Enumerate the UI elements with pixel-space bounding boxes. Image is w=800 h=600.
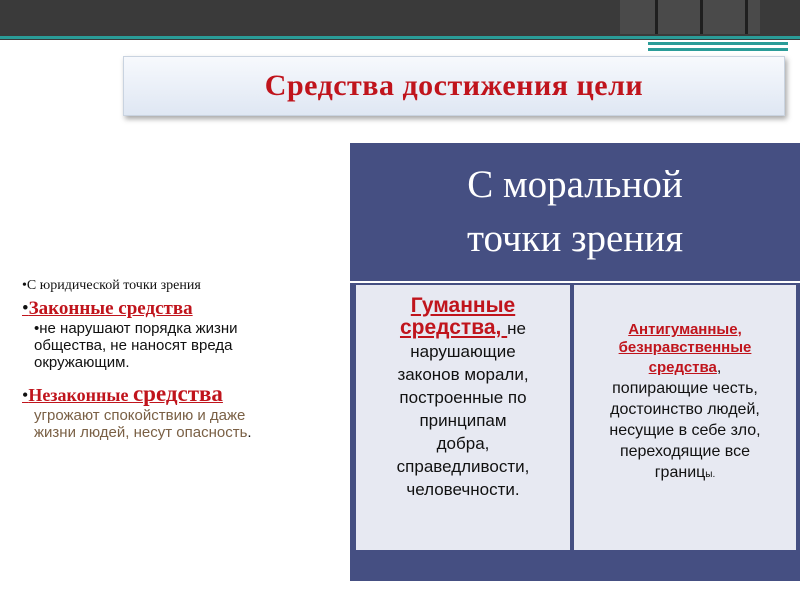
top-decorative-band (0, 0, 800, 40)
humane-means-cell: Гуманные средства, не нарушающие законов морали, построенные по принципам добра, справедливости, человечности. (356, 285, 570, 550)
top-band-stripe (745, 0, 748, 34)
legal-heading: •С юридической точки зрения (22, 278, 201, 293)
title-box (123, 56, 785, 116)
top-band-stripe (700, 0, 703, 34)
inhumane-means-cell: Антигуманные, безнравственные средства, попирающие честь, достоинство людей, несущие в себе зло, переходящие все границы. (574, 285, 796, 550)
top-band-accent (0, 36, 800, 39)
top-band-stripe (655, 0, 658, 34)
inhumane-means-title: Антигуманные, (628, 321, 742, 338)
legal-means-description: •не нарушают порядка жизни общества, не наносят вреда окружающим. (34, 320, 238, 371)
slide-title: Средства достижения цели (264, 69, 644, 102)
accent-stripes (640, 40, 800, 56)
legal-means-title: •Законные средства (22, 298, 193, 319)
legal-perspective-column (22, 278, 340, 441)
illegal-means-description: угрожают спокойствию и даже жизни людей, несут опасность. (34, 407, 252, 441)
humane-means-title: Гуманные (410, 294, 516, 317)
top-band-highlight (620, 0, 760, 34)
moral-perspective-table (350, 143, 800, 581)
table-header: С моральной точки зрения (466, 163, 684, 260)
header-divider (350, 281, 800, 283)
illegal-means-title: •Незаконные средства (22, 381, 223, 406)
